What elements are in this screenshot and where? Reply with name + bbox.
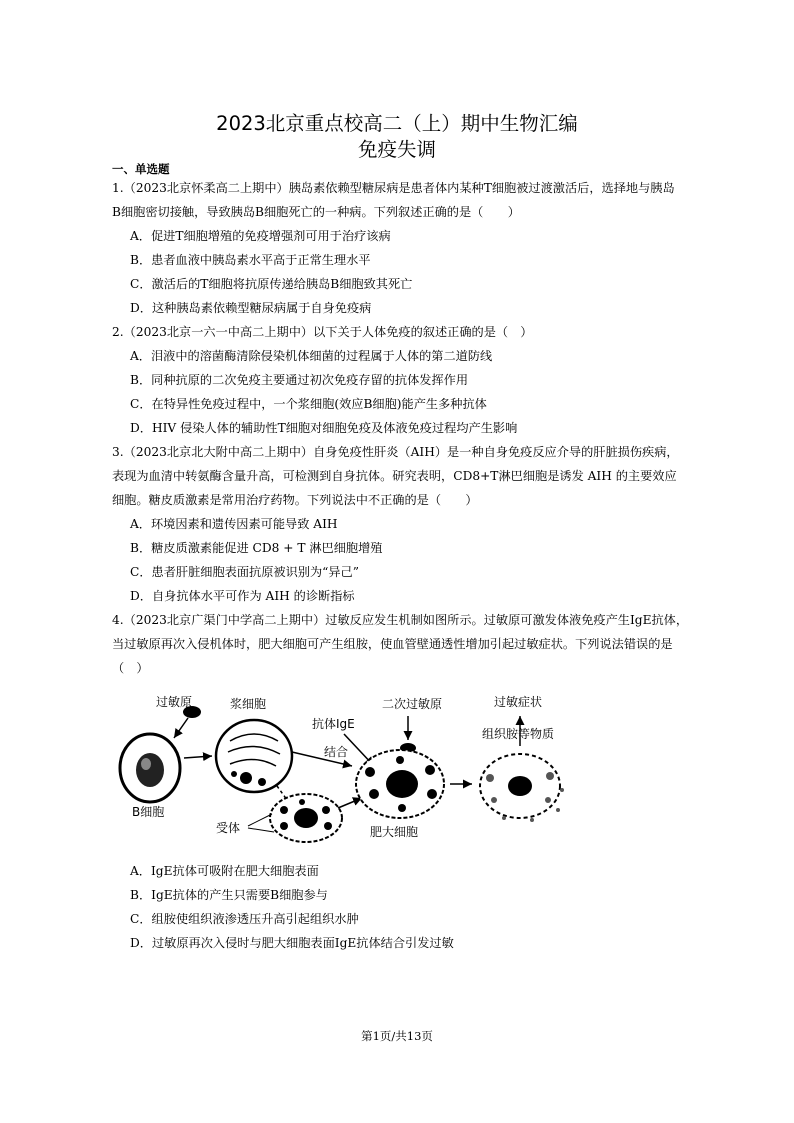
question-3-option-b: B．糖皮质激素能促进 CD8 + T 淋巴细胞增殖 <box>130 541 383 555</box>
section-heading: 一、单选题 <box>112 162 170 176</box>
page-title: 2023北京重点校高二（上）期中生物汇编 <box>216 112 578 135</box>
label-mast-cell: 肥大细胞 <box>370 825 419 839</box>
question-4-option-d: D．过敏原再次入侵时与肥大细胞表面IgE抗体结合引发过敏 <box>130 936 454 950</box>
label-antibody-ige: 抗体IgE <box>312 717 355 731</box>
label-bind: 结合 <box>324 745 349 759</box>
label-histamine: 组织胺等物质 <box>482 727 555 741</box>
page-subtitle: 免疫失调 <box>357 138 436 161</box>
arrow-b-to-plasma <box>184 756 212 758</box>
b-cell <box>120 734 180 802</box>
question-1-option-c: C．激活后的T细胞将抗原传递给胰岛B细胞致其死亡 <box>130 277 413 291</box>
question-2-option-a: A．泪液中的溶菌酶清除侵染机体细菌的过程属于人体的第二道防线 <box>130 349 493 363</box>
allergy-mechanism-figure <box>112 686 582 846</box>
question-4-option-a: A．IgE抗体可吸附在肥大细胞表面 <box>130 864 319 878</box>
question-1-option-a: A．促进T细胞增殖的免疫增强剂可用于治疗该病 <box>130 229 391 243</box>
question-3-stem-line-3: 细胞。糖皮质激素是常用治疗药物。下列说法中不正确的是（ ） <box>112 493 478 507</box>
question-3-option-c: C．患者肝脏细胞表面抗原被识别为“异己” <box>130 565 359 579</box>
question-4-stem-line-1: 4.（2023北京广渠门中学高二上期中）过敏反应发生机制如图所示。过敏原可激发体液免疫产生IgE抗体， <box>112 613 689 627</box>
arrow-lower-to-mast <box>338 798 362 808</box>
mast-cell-lower <box>270 794 342 842</box>
question-2-option-d: D．HIV 侵染人体的辅助性T细胞对细胞免疫及体液免疫过程均产生影响 <box>130 421 518 435</box>
question-1-stem-line-1: 1.（2023北京怀柔高二上期中）胰岛素依赖型糖尿病是患者体内某种T细胞被过渡激活后，选择地与胰岛 <box>112 181 675 195</box>
question-4-option-c: C．组胺使组织液渗透压升高引起组织水肿 <box>130 912 359 926</box>
question-1-option-d: D．这种胰岛素依赖型糖尿病属于自身免疫病 <box>130 301 372 315</box>
allergen-arrow <box>174 718 188 738</box>
label-b-cell: B细胞 <box>132 805 165 819</box>
label-allergen: 过敏原 <box>156 695 193 709</box>
page-footer: 第1页/共13页 <box>361 1029 433 1043</box>
question-1-option-b: B．患者血液中胰岛素水平高于正常生理水平 <box>130 253 371 267</box>
mast-cell <box>356 750 444 818</box>
label-receptor: 受体 <box>216 821 241 835</box>
label-second-allergen: 二次过敏原 <box>382 697 443 711</box>
question-1-stem-line-2: B细胞密切接触，导致胰岛B细胞死亡的一种病。下列叙述正确的是（ ） <box>112 205 520 219</box>
question-3-option-a: A．环境因素和遗传因素可能导致 AIH <box>130 517 338 531</box>
plasma-cell <box>216 720 292 792</box>
question-2-option-c: C．在特异性免疫过程中，一个浆细胞(效应B细胞)能产生多种抗体 <box>130 397 487 411</box>
label-symptom: 过敏症状 <box>494 695 543 709</box>
label-plasma-cell: 浆细胞 <box>230 697 267 711</box>
degranulating-mast-cell <box>480 754 564 822</box>
question-3-stem-line-1: 3.（2023北京北大附中高二上期中）自身免疫性肝炎（AIH）是一种自身免疫反应介导的肝脏损伤疾病， <box>112 445 679 459</box>
question-3-stem-line-2: 表现为血清中转氨酶含量升高，可检测到自身抗体。研究表明，CD8+T淋巴细胞是诱发 AIH 的主要效应 <box>112 469 677 483</box>
question-2-option-b: B．同种抗原的二次免疫主要通过初次免疫存留的抗体发挥作用 <box>130 373 469 387</box>
receptor-pointer-2 <box>248 828 274 832</box>
receptor-pointer-1 <box>248 814 272 826</box>
question-4-option-b: B．IgE抗体的产生只需要B细胞参与 <box>130 888 328 902</box>
question-3-option-d: D．自身抗体水平可作为 AIH 的诊断指标 <box>130 589 355 603</box>
question-4-stem-line-3: （ ） <box>112 661 149 675</box>
question-2-stem-line-1: 2.（2023北京一六一中高二上期中）以下关于人体免疫的叙述正确的是（ ） <box>112 325 533 339</box>
question-4-stem-line-2: 当过敏原再次入侵机体时，肥大细胞可产生组胺，使血管壁通透性增加引起过敏症状。下列说法错误的是 <box>112 637 673 651</box>
